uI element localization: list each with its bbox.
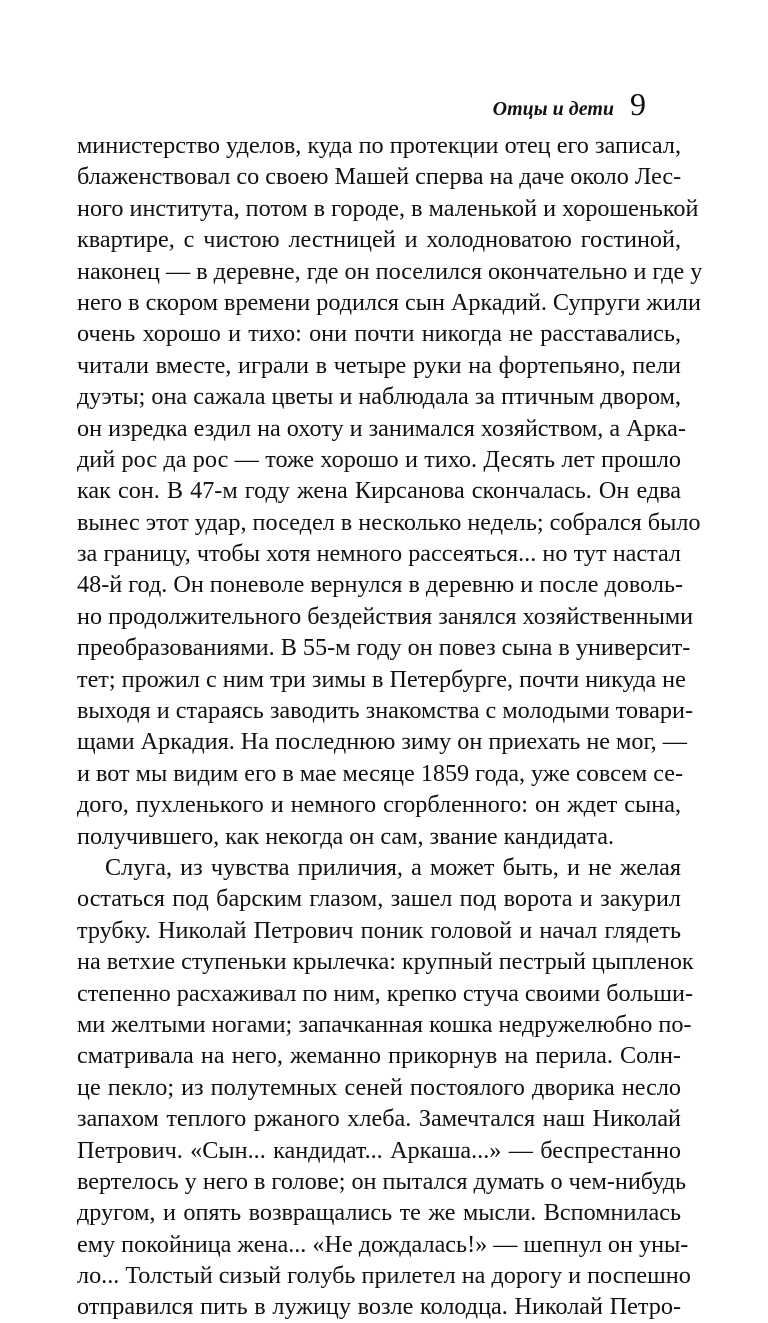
text-line: запахом теплого ржаного хлеба. Замечтался наш Николай	[77, 1105, 681, 1133]
text-line: читали вместе, играли в четыре руки на фортепьяно, пели	[77, 351, 681, 379]
text-line: за границу, чтобы хотя немного рассеяться... но тут настал	[77, 540, 681, 568]
text-line: квартире, с чистою лестницей и холодноватою гостиной,	[77, 226, 681, 254]
text-line: на ветхие ступеньки крылечка: крупный пестрый цыпленок	[77, 948, 694, 976]
text-line: тет; прожил с ним три зимы в Петербурге, почти никуда не	[77, 665, 686, 693]
paragraph-2	[77, 852, 694, 1323]
text-line: сматривала на него, жеманно прикорнув на перила. Солн-	[77, 1042, 681, 1070]
text-line: Слуга, из чувства приличия, а может быть, и не желая	[105, 853, 681, 881]
text-line: ми желтыми ногами; запачканная кошка недружелюбно по-	[77, 1010, 692, 1038]
text-line: преобразованиями. В 55-м году он повез сына в университ-	[77, 634, 691, 662]
text-line: ного института, потом в городе, в маленькой и хорошенькой	[77, 194, 699, 222]
text-line: вертелось у него в голове; он пытался думать о чем-нибудь	[77, 1167, 687, 1195]
text-line: ему покойница жена... «Не дождалась!» — шепнул он уны-	[77, 1230, 689, 1258]
text-line: ло... Толстый сизый голубь прилетел на дорогу и поспешно	[77, 1262, 691, 1290]
text-line: и вот мы видим его в мае месяце 1859 года, уже совсем се-	[77, 759, 684, 787]
text-line: блаженствовал со своею Машей сперва на даче около Лес-	[77, 163, 682, 191]
text-line: он изредка ездил на охоту и занимался хозяйством, а Арка-	[77, 414, 686, 442]
running-head-title: Отцы и дети	[492, 98, 614, 120]
text-line: щами Аркадия. На последнюю зиму он приехать не мог, —	[77, 728, 687, 756]
text-line: дого, пухленького и немного сгорбленного: он ждет сына,	[77, 791, 681, 819]
text-line: министерство уделов, куда по протекции отец его записал,	[77, 132, 681, 159]
text-line: выходя и стараясь заводить знакомства с молодыми товари-	[77, 697, 693, 725]
text-line: степенно расхаживал по ним, крепко стуча своими больши-	[77, 979, 694, 1007]
text-line: наконец — в деревне, где он поселился окончательно и где у	[77, 257, 703, 285]
text-line: трубку. Николай Петрович поник головой и начал глядеть	[77, 916, 681, 944]
text-line: дий рос да рос — тоже хорошо и тихо. Десять лет прошло	[77, 445, 681, 473]
page-number: 9	[630, 86, 646, 122]
running-head	[493, 86, 646, 123]
text-line: но продолжительного бездействия занялся хозяйственными	[77, 602, 694, 630]
text-line: остаться под барским глазом, зашел под ворота и закурил	[77, 885, 681, 913]
text-line: вынес этот удар, поседел в несколько недель; собрался было	[77, 508, 701, 536]
text-line: другом, и опять возвращались те же мысли. Вспомнилась	[77, 1199, 681, 1227]
text-line: це пекло; из полутемных сеней постоялого дворика несло	[77, 1073, 681, 1101]
text-line: как сон. В 47-м году жена Кирсанова скончалась. Он едва	[77, 477, 681, 505]
body-text	[77, 130, 703, 1323]
paragraph-1	[77, 130, 703, 852]
text-line: дуэты; она сажала цветы и наблюдала за птичным двором,	[77, 383, 681, 411]
text-line: очень хорошо и тихо: они почти никогда не расставались,	[77, 320, 681, 348]
text-line: Петрович. «Сын... кандидат... Аркаша...» — беспрестанно	[77, 1136, 681, 1164]
text-line: отправился пить в лужицу возле колодца. Николай Петро-	[77, 1293, 681, 1321]
text-line: него в скором времени родился сын Аркадий. Супруги жили	[77, 288, 701, 316]
text-line: 48-й год. Он поневоле вернулся в деревню и после доволь-	[77, 571, 684, 599]
text-line: получившего, как некогда он сам, звание кандидата.	[77, 822, 614, 850]
